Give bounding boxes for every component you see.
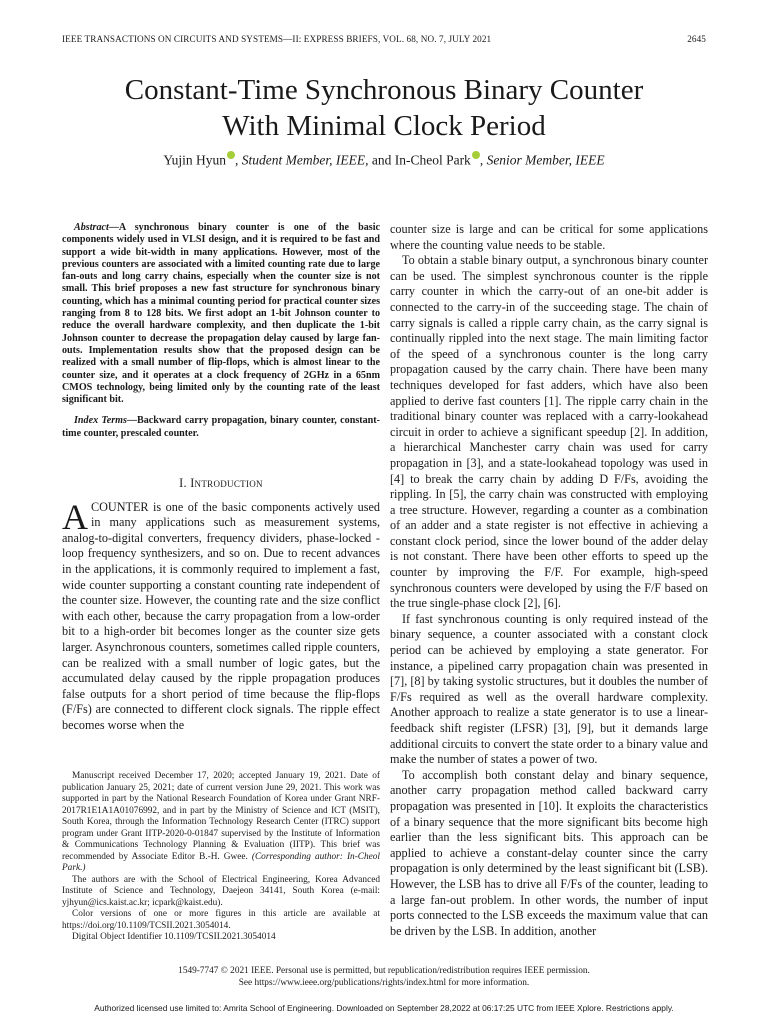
paper-title [0, 72, 768, 144]
abstract-label: Abstract [74, 222, 109, 233]
orcid-icon[interactable] [472, 151, 480, 159]
paragraph: To obtain a stable binary output, a synchronous binary counter can be used. The simplest synchronous counter is the ripple carry counter in which the carry-out of an one-bit adder is connected to the carry-in of the succeeding stage. The chain of carry signals is called a ripple carry chain, as the carry signal is continually rippled into the next stage. The main limiting factor of the speed of a synchronous counter is the long carry propagation caused by the carry chain. There have been many techniques developed for fast adders, which have also been applied to derive fast counters [1]. The ripple carry chain in the traditional binary counter was replaced with a carry-lookahead circuit in order to achieve a significant speedup [2]. In addition, a hierarchical Manchester carry chain was used for carry propagation in [3], and a state-lookahead topology was used in [4] to break the carry chain by adding D F/Fs, avoiding the rippling. In [5], the carry chain was constructed with employing a tree structure. However, regarding a counter as a combination of an adder and a state register is not effective in achieving a constant clock period, since the lower bound of the adder delay is not constant. There have been other efforts to speed up the counter by improving the F/F. For example, high-speed synchronous counters were developed by using the F/F based on the true single-phase clock [2], [6]. [390, 253, 708, 611]
index-terms [62, 415, 380, 440]
intro-text: is one of the basic components actively used in many applications such as measurement systems, analog-to-digital converters, frequency dividers, phase-locked -loop frequency synthesizers, and so on. Due to recent advances in the applications, it is commonly required to implement a fast, wide counter supporting a constant counting rate independent of the counter size. However, the counting rate and the size conflict with each other, because the carry propagation from a low-order bit to a high-order bit becomes longer as the counter size gets larger. Asynchronous counters, sometimes called ripple counters, can be realized with a small number of logic gates, but the accumulated delay caused by the ripple propagation produces false outputs for a short period of time because the flip-flops (F/Fs) are connected to different clock signals. The ripple effect becomes worse when the [62, 499, 380, 732]
author-1[interactable]: Yujin Hyun [163, 152, 226, 168]
title-line-1: Constant-Time Synchronous Binary Counter [124, 74, 644, 106]
author-2[interactable]: In-Cheol Park [394, 152, 471, 168]
copyright-line-2[interactable]: See https://www.ieee.org/publications/rights/index.html for more information. [238, 977, 530, 988]
section-heading: I. Introduction [179, 476, 263, 491]
intro-paragraph [62, 496, 380, 734]
abstract [62, 222, 380, 406]
right-column [390, 222, 708, 939]
paragraph: To accomplish both constant delay and binary sequence, another carry propagation method called backward carry propagation was presented in [10]. It exploits the characteristics of a binary sequence that the more significant bits become high earlier than the less significant bits. This approach can be applied to achieve a constant-delay counter since the carry propagation is only determined by the least significant bit (LSB). However, the LSB has to drive all F/Fs of the counter, leading to a large fan-out problem. In other words, the number of input ports connected to the LSB exceeds the maximum value that can be driven by the LSB. In addition, another [390, 767, 708, 938]
index-terms-text: —Backward carry propagation, binary counter, constant-time counter, prescaled counter. [62, 415, 380, 439]
title-line-2: With Minimal Clock Period [222, 110, 546, 142]
copyright-notice [0, 966, 768, 989]
footnote [62, 771, 380, 944]
abstract-text: —A synchronous binary counter is one of the basic components widely used in VLSI design, and it is required to be fast and support a wide bit-width in many applications. However, most of the previous counters are associated with a limited counting rate due to large fan-outs and long carry chains, especially when the counter size is not small. This brief proposes a new fast structure for synchronous binary counting, which has a minimal counting period for practical counter sizes ranging from 8 to 128 bits. We first adopt an 1-bit Johnson counter to reduce the overall hardware complexity, and then duplicate the 1-bit Johnson counter to decrease the propagation delay caused by large fan-outs. Implementation results show that the proposed design can be realized with a small number of flip-flops, which is almost linear to the counter size, and it operates at a clock frequency of 2GHz in a 65nm CMOS technology, being limited only by the counting rate of the least significant bit. [62, 222, 380, 406]
running-head [62, 34, 706, 44]
page-number: 2645 [687, 34, 706, 44]
orcid-icon[interactable] [227, 151, 235, 159]
index-terms-label: Index Terms [74, 415, 127, 427]
footnote-affiliation: The authors are with the School of Electrical Engineering, Korea Advanced Institute of Science and Technology, Daejeon 34141, South Korea (e-mail: yjhyun@ics.kaist.ac.kr; icpark@kaist.edu). [62, 874, 380, 908]
copyright-line-1: 1549-7747 © 2021 IEEE. Personal use is permitted, but republication/redistribution requires IEEE permission. [178, 966, 590, 976]
left-column [62, 222, 380, 734]
footnote-manuscript: Manuscript received December 17, 2020; accepted January 19, 2021. Date of publication January 25, 2021; date of current version June 29, 2021. This work was supported in part by the National Research Foundation of Korea under Grant NRF-2017R1E1A1A01076992, and in part by the Ministry of Science and ICT (MSIT), South Korea, through the Information Technology Research Center (ITRC) support program under Grant IITP-2020-0-01847 supervised by the Institute of Information & Communications Technology Planning & Evaluation (IITP). This brief was recommended by Associate Editor B.-H. Gwee. (Corresponding author: In-Cheol Park.) [62, 771, 380, 873]
author-line: Yujin Hyun , Student Member, IEEE, and In-Cheol Park , Senior Member, IEEE [163, 152, 605, 168]
drop-cap: A [62, 496, 88, 537]
journal-name: IEEE TRANSACTIONS ON CIRCUITS AND SYSTEMS—II: EXPRESS BRIEFS, VOL. 68, NO. 7, JULY 2021 [62, 34, 492, 44]
footnote-color-versions[interactable]: Color versions of one or more figures in this article are available at https://doi.org/10.1109/TCSII.2021.3054014. [62, 909, 380, 931]
paragraph-continuation: counter size is large and can be critical for some applications where the counting value needs to be stable. [390, 222, 708, 252]
author-2-role: Senior Member, IEEE [486, 152, 605, 168]
paragraph: If fast synchronous counting is only required instead of the binary sequence, a counter associated with a constant clock period can be achieved by employing a state generator. For instance, a pipelined carry propagation chain was presented in [7], [8] by taking systolic structures, but it doubles the number of F/Fs required as well as the overall hardware complexity. Another approach to realize a state generator is to use a linear-feedback shift register (LFSR) [3], [9], but it demands large additional circuits to convert the state order to a binary value and make the number of states a power of two. [390, 611, 708, 767]
footnote-doi[interactable]: Digital Object Identifier 10.1109/TCSII.2021.3054014 [72, 932, 276, 942]
intro-lead-word: COUNTER [91, 499, 149, 514]
author-1-role: Student Member, IEEE [241, 152, 366, 168]
license-banner: Authorized licensed use limited to: Amrita School of Engineering. Downloaded on September 28,2022 at 06:17:25 UTC from IEEE Xplore. Restrictions apply. [94, 1003, 674, 1013]
